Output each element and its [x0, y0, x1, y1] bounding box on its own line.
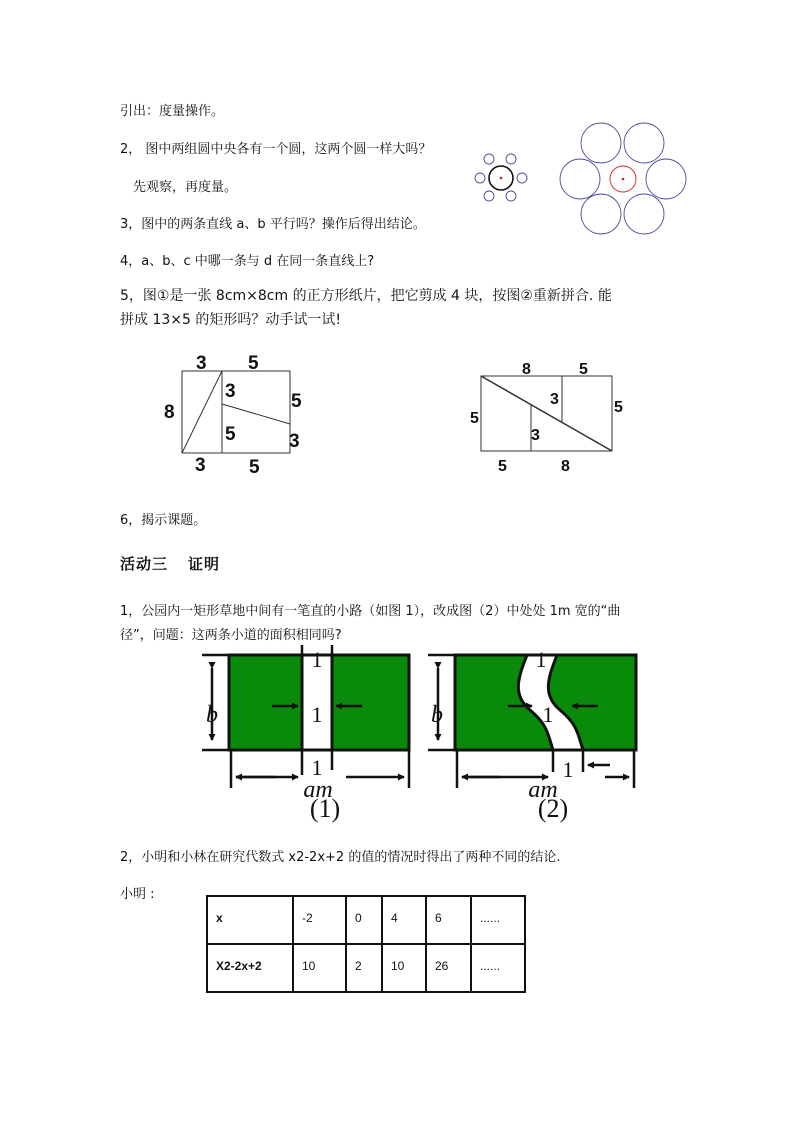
rect-label-top-right: 5 — [579, 361, 588, 378]
curved-path-figure — [428, 647, 636, 823]
table-cell: 0 — [346, 896, 382, 944]
act3-question-2: 2，小明和小林在研究代数式 x2-2x+2 的值的情况时得出了两种不同的结论. — [120, 850, 561, 865]
table-cell: X2-2x+2 — [207, 944, 293, 992]
path1-am-label: am — [303, 777, 333, 803]
question-2: 2， 图中两组圆中央各有一个圆，这两个圆一样大吗？ — [120, 142, 432, 157]
straight-path-figure — [202, 645, 409, 823]
sq-label-bottom-right: 5 — [249, 457, 260, 478]
sq-label-top-left: 3 — [196, 353, 207, 374]
table-cell: 10 — [382, 944, 426, 992]
cut-line — [222, 404, 290, 424]
table-cell: 26 — [426, 944, 471, 992]
circle-illusion-figure — [475, 123, 686, 234]
act3-question-1-line1: 1，公园内一矩形草地中间有一笔直的小路（如图 1），改成图（2）中处处 1m 宽的“曲 — [120, 604, 621, 619]
rect-label-left: 5 — [470, 410, 479, 427]
sq-label-inner-top: 3 — [225, 381, 236, 402]
question-3: 3，图中的两条直线 a、b 平行吗？操作后得出结论。 — [120, 217, 426, 232]
path2-b-label: b — [431, 702, 443, 728]
path2-bottom-width: 1 — [562, 757, 574, 782]
sq-label-bottom-left: 3 — [195, 455, 206, 476]
large-circle — [560, 159, 600, 199]
xiaoming-label: 小明 : — [120, 887, 155, 902]
large-circle — [646, 159, 686, 199]
question-2-hint: 先观察，再度量。 — [133, 180, 238, 195]
table-row — [207, 944, 525, 992]
question-6: 6，揭示课题。 — [120, 513, 207, 528]
small-center-dot — [500, 177, 503, 180]
small-circle — [506, 191, 516, 201]
path1-b-label: b — [206, 702, 218, 728]
question-5-line2: 拼成 13×5 的矩形吗？动手试一试! — [120, 312, 341, 328]
figure-2-caption: (2) — [537, 794, 569, 823]
diagonal-cut — [481, 376, 612, 451]
question-4: 4，a、b、c 中哪一条与 d 在同一条直线上? — [120, 254, 375, 269]
rect-label-bottom-right: 8 — [561, 458, 570, 475]
heading-activity: 活动三 — [120, 555, 169, 573]
rect-label-inner-upper: 3 — [550, 391, 559, 408]
question-5-line1: 5，图①是一张 8cm×8cm 的正方形纸片，把它剪成 4 块，按图②重新拼合. 能 — [120, 288, 612, 304]
rect-label-right: 5 — [614, 399, 623, 416]
small-circle — [475, 173, 485, 183]
sq-label-top-right: 5 — [248, 353, 259, 374]
sq-label-left: 8 — [164, 402, 175, 423]
rect-label-bottom-left: 5 — [498, 458, 507, 475]
square-outline — [182, 371, 290, 453]
sq-label-right: 5 — [291, 391, 302, 412]
large-circle — [624, 123, 664, 163]
path2-mid-width: 1 — [542, 702, 554, 727]
sq-label-right-bottom: 3 — [289, 431, 300, 452]
rectangle-figure — [481, 376, 612, 451]
table-cell: 2 — [346, 944, 382, 992]
small-circle — [506, 154, 516, 164]
table-cell: 6 — [426, 896, 471, 944]
sq-label-inner-mid: 5 — [225, 424, 236, 445]
table-cell: -2 — [293, 896, 346, 944]
large-circle — [581, 194, 621, 234]
path2-top-width: 1 — [535, 647, 547, 672]
table-cell: x — [207, 896, 293, 944]
table-cell: ...... — [471, 896, 525, 944]
rect-label-top-left: 8 — [522, 361, 531, 378]
table-cell: 10 — [293, 944, 346, 992]
large-circle — [624, 194, 664, 234]
square-figure — [182, 371, 290, 453]
act3-question-1-line2: 径”，问题：这两条小道的面积相同吗? — [120, 628, 342, 643]
heading-proof: 证明 — [188, 555, 221, 573]
figure-1-caption: (1) — [309, 794, 341, 823]
table-row — [207, 896, 525, 944]
rect-label-inner-lower: 3 — [531, 427, 540, 444]
small-circle — [484, 191, 494, 201]
path2-am-label: am — [528, 777, 558, 803]
table-cell: ...... — [471, 944, 525, 992]
large-circle — [581, 123, 621, 163]
small-circle — [517, 173, 527, 183]
large-center-dot — [622, 178, 625, 181]
path1-bottom-width: 1 — [311, 755, 323, 780]
value-table — [206, 895, 526, 993]
intro-line: 引出：度量操作。 — [120, 104, 225, 119]
small-circle — [484, 154, 494, 164]
cut-line — [182, 371, 222, 453]
path1-top-width: 1 — [311, 647, 323, 672]
path1-mid-width: 1 — [311, 702, 323, 727]
table-cell: 4 — [382, 896, 426, 944]
